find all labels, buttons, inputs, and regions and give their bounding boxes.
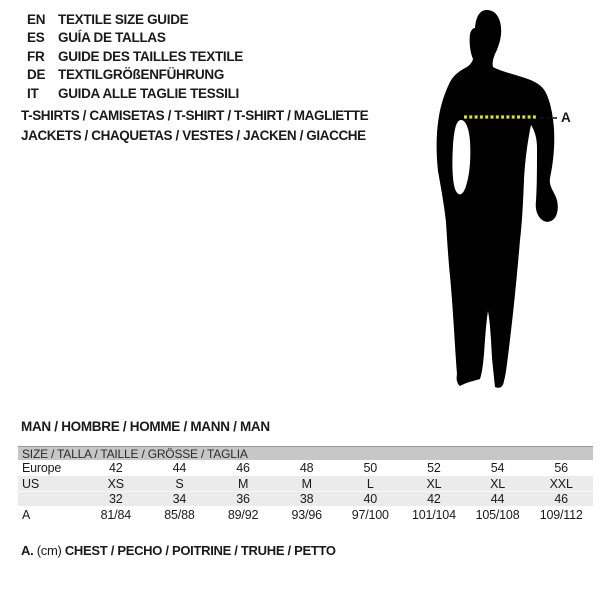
table-cell: 50 (363, 461, 378, 475)
lang-row-fr (27, 48, 243, 66)
table-row-us (18, 476, 593, 491)
lang-row-es (27, 29, 243, 47)
lang-code: FR (27, 48, 45, 64)
language-guide-list (27, 11, 243, 103)
table-cell: XL (490, 476, 505, 491)
table-cell: 109/112 (539, 508, 583, 522)
table-cell: 105/108 (475, 508, 520, 522)
row-label: Europe (22, 461, 62, 475)
row-label: US (22, 476, 39, 491)
chest-footnote (21, 543, 336, 558)
table-cell: 54 (490, 461, 505, 475)
table-cell: 56 (554, 461, 568, 475)
table-cell: 46 (554, 492, 568, 506)
garment-categories (21, 106, 368, 145)
table-cell: 32 (109, 492, 123, 506)
table-cell: 44 (172, 461, 187, 475)
man-silhouette-shape (437, 10, 558, 388)
section-title-man: MAN / HOMBRE / HOMME / MANN / MAN (21, 419, 270, 434)
table-cell: 36 (236, 492, 250, 506)
table-cell: M (301, 476, 312, 491)
table-cell: 44 (490, 492, 505, 506)
footnote-unit: (cm) (33, 543, 65, 558)
table-cell: 38 (299, 492, 314, 506)
lang-row-de (27, 66, 243, 84)
size-table (18, 446, 593, 524)
lang-label: GUÍA DE TALLAS (58, 30, 166, 46)
table-cell: S (175, 476, 184, 491)
lang-label: TEXTILE SIZE GUIDE (58, 12, 189, 27)
table-cell: XL (426, 476, 442, 491)
table-cell: 34 (172, 492, 187, 506)
table-cell: XS (107, 476, 124, 491)
lang-code: ES (27, 30, 45, 46)
size-table-header: SIZE / TALLA / TAILLE / GRÖSSE / TAGLIA (18, 446, 593, 460)
table-cell: 52 (427, 461, 441, 475)
table-cell: 97/100 (351, 508, 389, 522)
lang-label: GUIDE DES TAILLES TEXTILE (58, 48, 244, 64)
lang-code: DE (27, 67, 46, 83)
footnote-a: A. (21, 543, 34, 558)
table-cell: L (366, 476, 374, 491)
lang-label: GUIDA ALLE TAGLIE TESSILI (58, 85, 239, 101)
table-row-chest-cm (18, 506, 593, 524)
lang-label: TEXTILGRÖßENFÜHRUNG (58, 67, 225, 83)
table-cell: XXL (549, 476, 573, 491)
category-tshirts: T-SHIRTS / CAMISETAS / T-SHIRT / T-SHIRT / MAGLIETTE (21, 108, 369, 123)
man-silhouette-svg (403, 8, 578, 400)
table-cell: M (237, 476, 249, 491)
man-silhouette-figure (403, 8, 578, 400)
table-row-europe (18, 460, 593, 476)
lang-row-it (27, 85, 243, 103)
table-cell: 40 (363, 492, 378, 506)
lang-row-en (27, 11, 243, 29)
footnote-text: CHEST / PECHO / POITRINE / TRUHE / PETTO (64, 543, 336, 558)
table-cell: 46 (236, 461, 250, 475)
table-row-us-numeric (18, 491, 593, 506)
measure-label-a: A (561, 110, 571, 125)
lang-code: IT (27, 85, 39, 101)
table-cell: 81/84 (100, 508, 131, 522)
row-label: A (22, 508, 31, 522)
table-cell: 89/92 (227, 508, 259, 522)
lang-code: EN (27, 12, 46, 27)
table-cell: 93/96 (291, 508, 322, 522)
category-jackets: JACKETS / CHAQUETAS / VESTES / JACKEN / GIACCHE (21, 127, 366, 143)
table-cell: 48 (299, 461, 314, 475)
table-cell: 101/104 (412, 508, 456, 522)
table-cell: 42 (427, 492, 441, 506)
table-cell: 42 (109, 461, 123, 475)
table-cell: 85/88 (164, 508, 195, 522)
